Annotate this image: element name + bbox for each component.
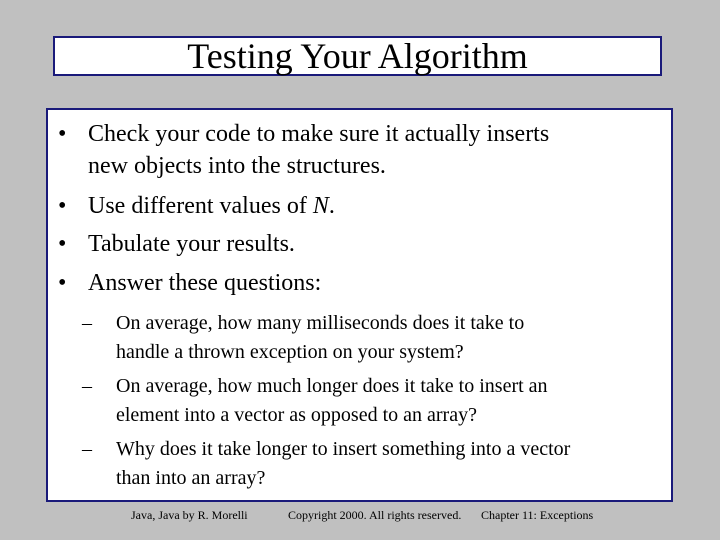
- slide-title-box: [53, 36, 662, 76]
- bullet-text: [88, 228, 648, 260]
- sub-bullet-marker: –: [82, 312, 92, 334]
- slide-content-box: [46, 108, 673, 502]
- footer-chapter: Chapter 11: Exceptions: [481, 508, 594, 522]
- bullet-marker: •: [58, 231, 67, 257]
- sub-bullet-line: On average, how many milliseconds does it take to: [116, 312, 525, 334]
- sub-bullet-line: Why does it take longer to insert something into a vector: [116, 438, 571, 460]
- bullet-text-prefix: Use different values of: [88, 193, 313, 219]
- bullet-marker: •: [58, 270, 67, 296]
- bullet-line: Answer these questions:: [88, 270, 322, 296]
- bullet-line: new objects into the structures.: [88, 153, 386, 179]
- bullet-text: [88, 118, 648, 182]
- sub-bullet-text: [116, 372, 676, 430]
- bullet-text-suffix: .: [328, 193, 335, 219]
- sub-bullet-marker: –: [82, 438, 92, 460]
- sub-bullet-text: [116, 309, 676, 367]
- bullet-text-italic: N: [312, 193, 329, 219]
- bullet-marker: •: [58, 121, 67, 147]
- sub-bullet-line: handle a thrown exception on your system?: [116, 341, 464, 363]
- bullet-text: [88, 190, 648, 222]
- sub-bullet-marker: –: [82, 375, 92, 397]
- bullet-marker: •: [58, 193, 67, 219]
- footer-author: Java, Java by R. Morelli: [131, 508, 248, 522]
- sub-bullet-line: On average, how much longer does it take to insert an: [116, 375, 548, 397]
- sub-bullet-text: [116, 435, 676, 493]
- bullet-line: Check your code to make sure it actually inserts: [88, 121, 550, 147]
- bullet-text: [88, 267, 648, 299]
- sub-bullet-line: than into an array?: [116, 467, 266, 489]
- bullet-line: Tabulate your results.: [88, 231, 295, 257]
- sub-bullet-line: element into a vector as opposed to an array?: [116, 404, 477, 426]
- footer-copyright: Copyright 2000. All rights reserved.: [288, 508, 462, 522]
- slide-title: Testing Your Algorithm: [187, 36, 528, 76]
